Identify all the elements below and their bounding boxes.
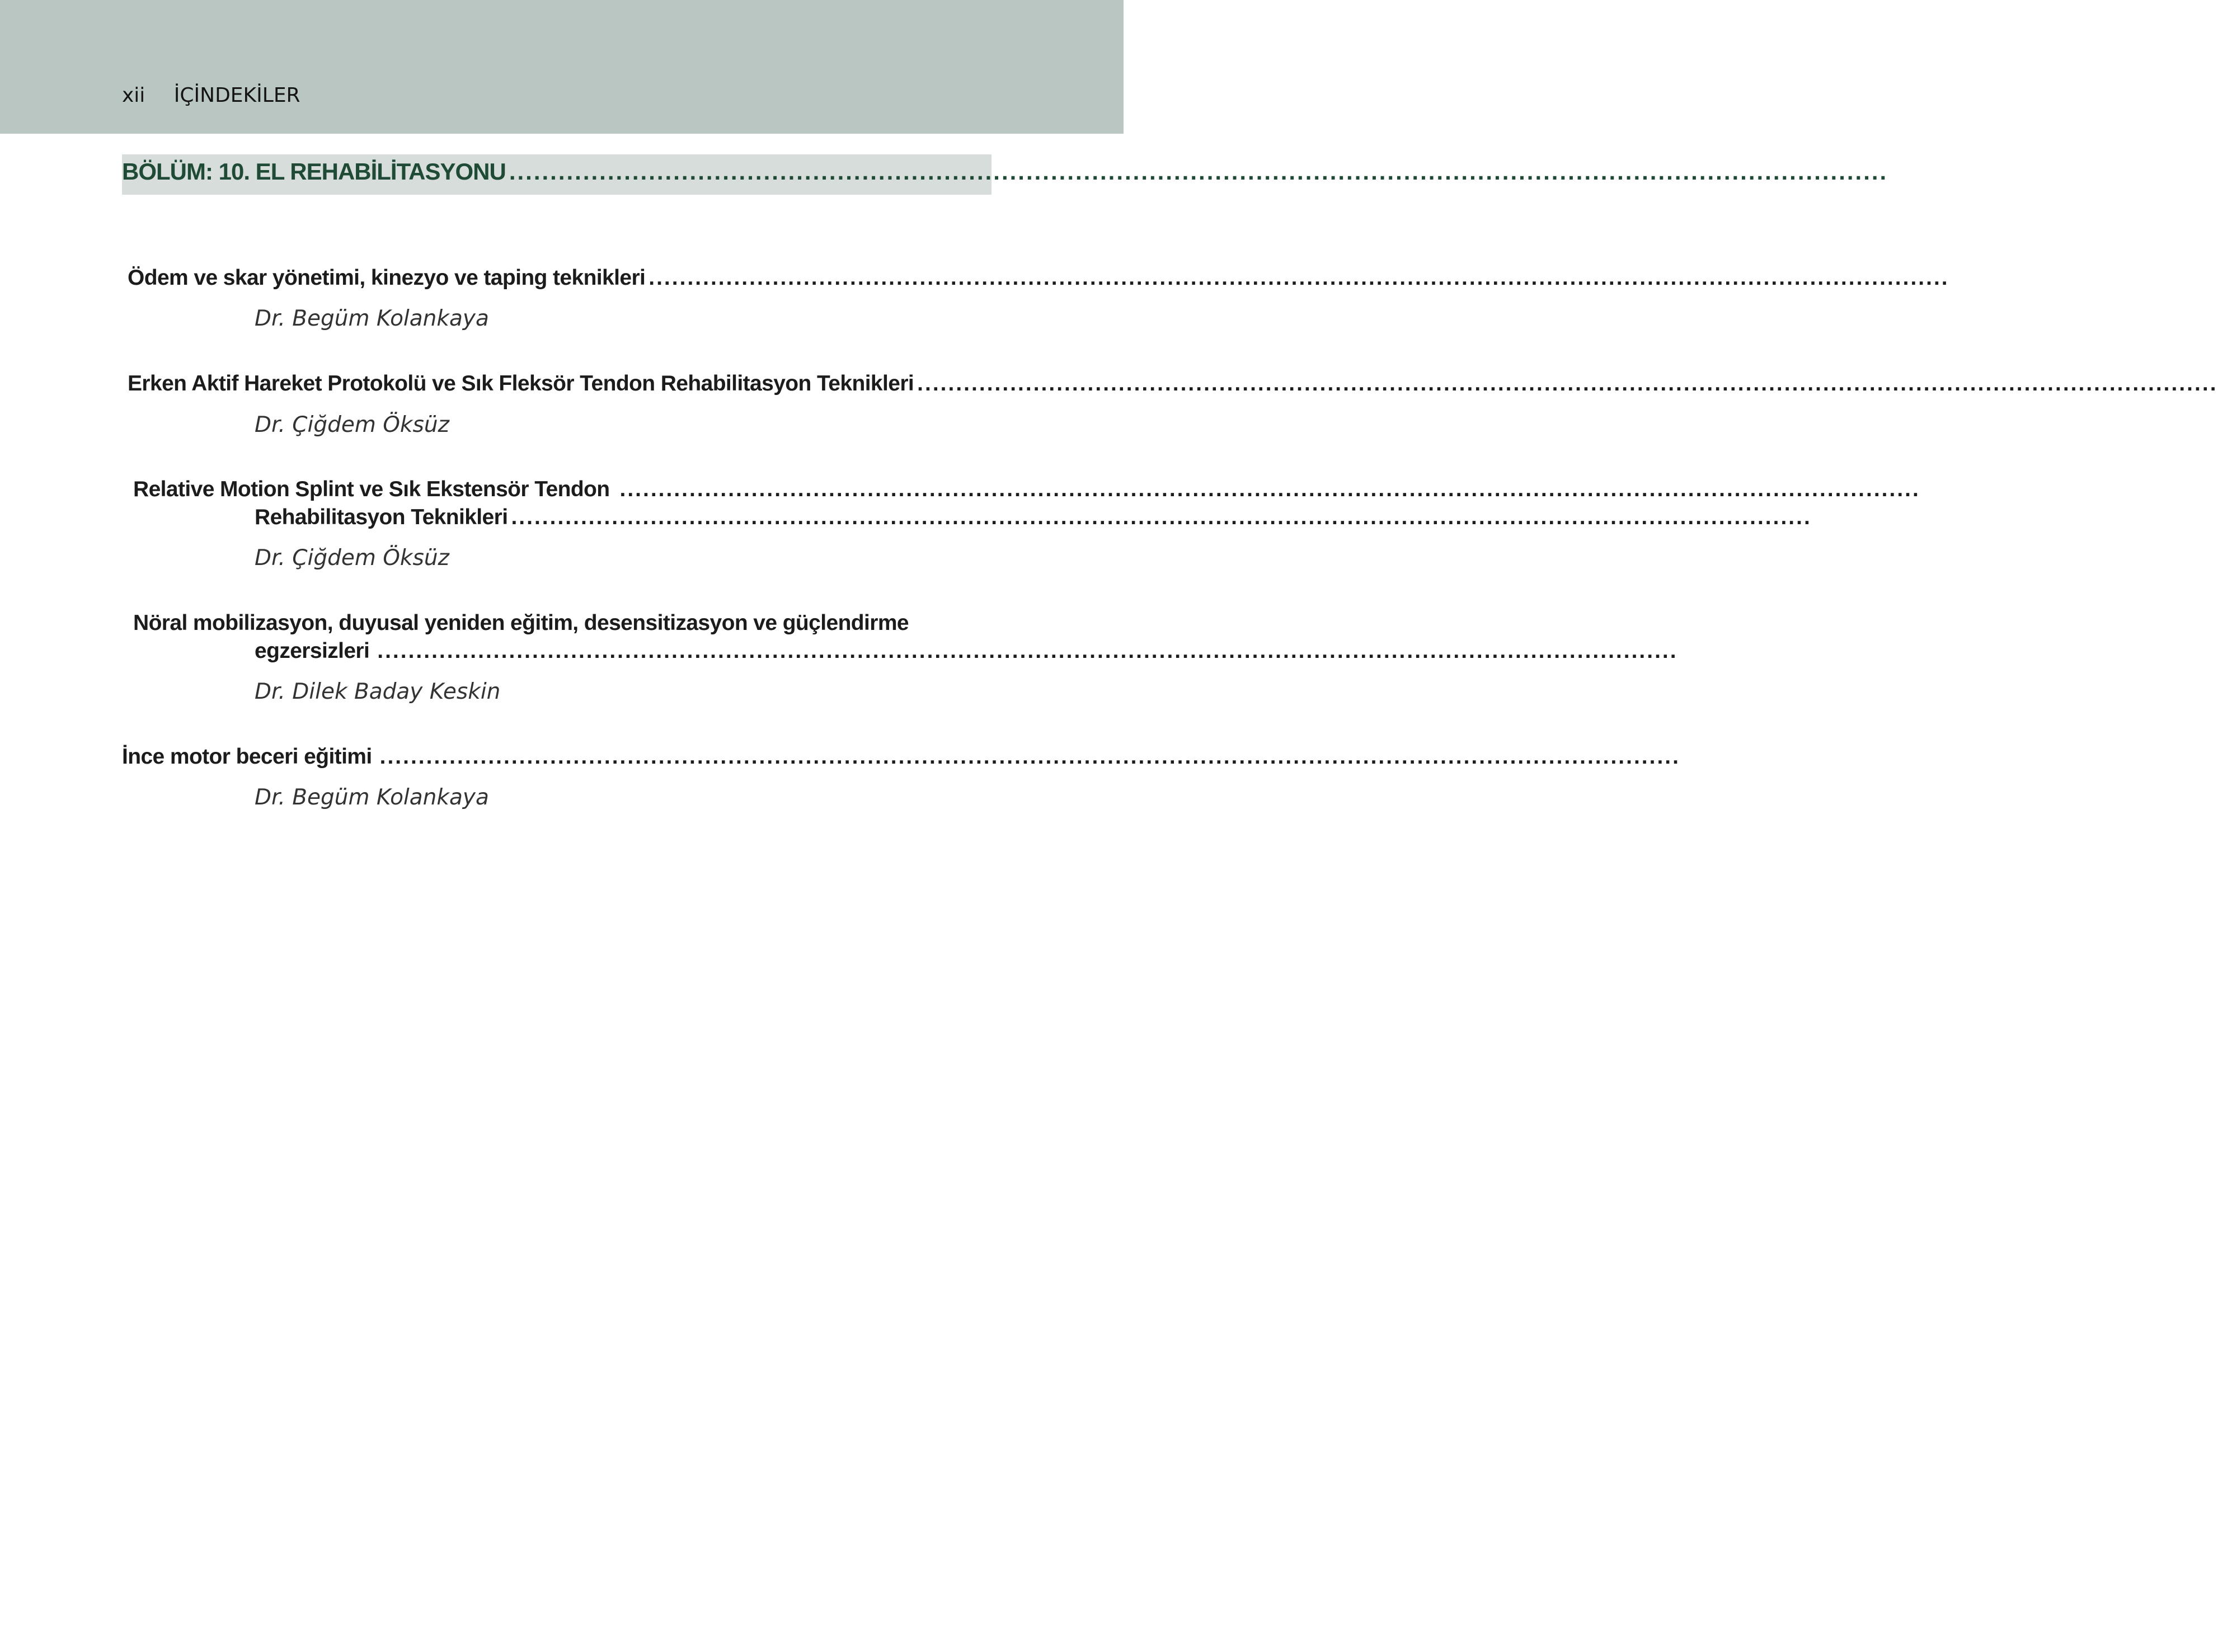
dot-leader: ........................................................................................................................................................................	[509, 158, 1888, 185]
toc-entry-title[interactable]	[128, 266, 1949, 290]
toc-entry-author: Dr. Begüm Kolankaya	[255, 785, 489, 810]
running-title: İÇİNDEKİLER	[173, 84, 300, 107]
toc-entry-title-text: Erken Aktif Hareket Protokolü ve Sık Fleksör Tendon Rehabilitasyon Teknikleri	[128, 371, 914, 396]
toc-entry-author: Dr. Dilek Baday Keskin	[255, 679, 501, 704]
toc-entry-title-continuation[interactable]	[255, 639, 1678, 663]
dot-leader: ........................................................................................................................................................................	[377, 639, 1678, 663]
dot-leader: ........................................................................................................................................................................	[619, 477, 1920, 501]
toc-entry-title-text: Relative Motion Splint ve Sık Ekstensör Tendon	[133, 477, 610, 501]
toc-entry-title-continuation[interactable]	[255, 505, 1812, 530]
header-band	[0, 0, 1124, 134]
toc-entry-title[interactable]	[128, 371, 2218, 396]
page-number: xii	[122, 84, 145, 107]
toc-entry-title[interactable]	[122, 745, 1680, 769]
dot-leader: ........................................................................................................................................................................	[917, 371, 2218, 396]
dot-leader: ........................................................................................................................................................................	[379, 745, 1680, 769]
toc-entry-title-text: Ödem ve skar yönetimi, kinezyo ve taping teknikleri	[128, 266, 646, 290]
dot-leader: ........................................................................................................................................................................	[511, 505, 1812, 529]
toc-entry-title-text: Nöral mobilizasyon, duyusal yeniden eğitim, desensitizasyon ve güçlendirme	[133, 611, 909, 635]
section-title[interactable]	[122, 158, 1888, 185]
running-head	[122, 84, 300, 107]
section-title-text: BÖLÜM: 10. EL REHABİLİTASYONU	[122, 158, 506, 185]
toc-entry-title-text: egzersizleri	[255, 639, 370, 663]
toc-entry-author: Dr. Çiğdem Öksüz	[255, 412, 450, 437]
toc-entry-title[interactable]	[133, 611, 955, 636]
toc-entry-title-text: Rehabilitasyon Teknikleri	[255, 505, 508, 529]
dot-leader: ........................................................................................................................................................................	[649, 266, 1949, 290]
toc-entry-title-text: İnce motor beceri eğitimi	[122, 745, 372, 769]
toc-entry-title[interactable]	[133, 477, 1920, 502]
toc-entry-author: Dr. Çiğdem Öksüz	[255, 545, 450, 571]
toc-entry-author: Dr. Begüm Kolankaya	[255, 306, 489, 331]
